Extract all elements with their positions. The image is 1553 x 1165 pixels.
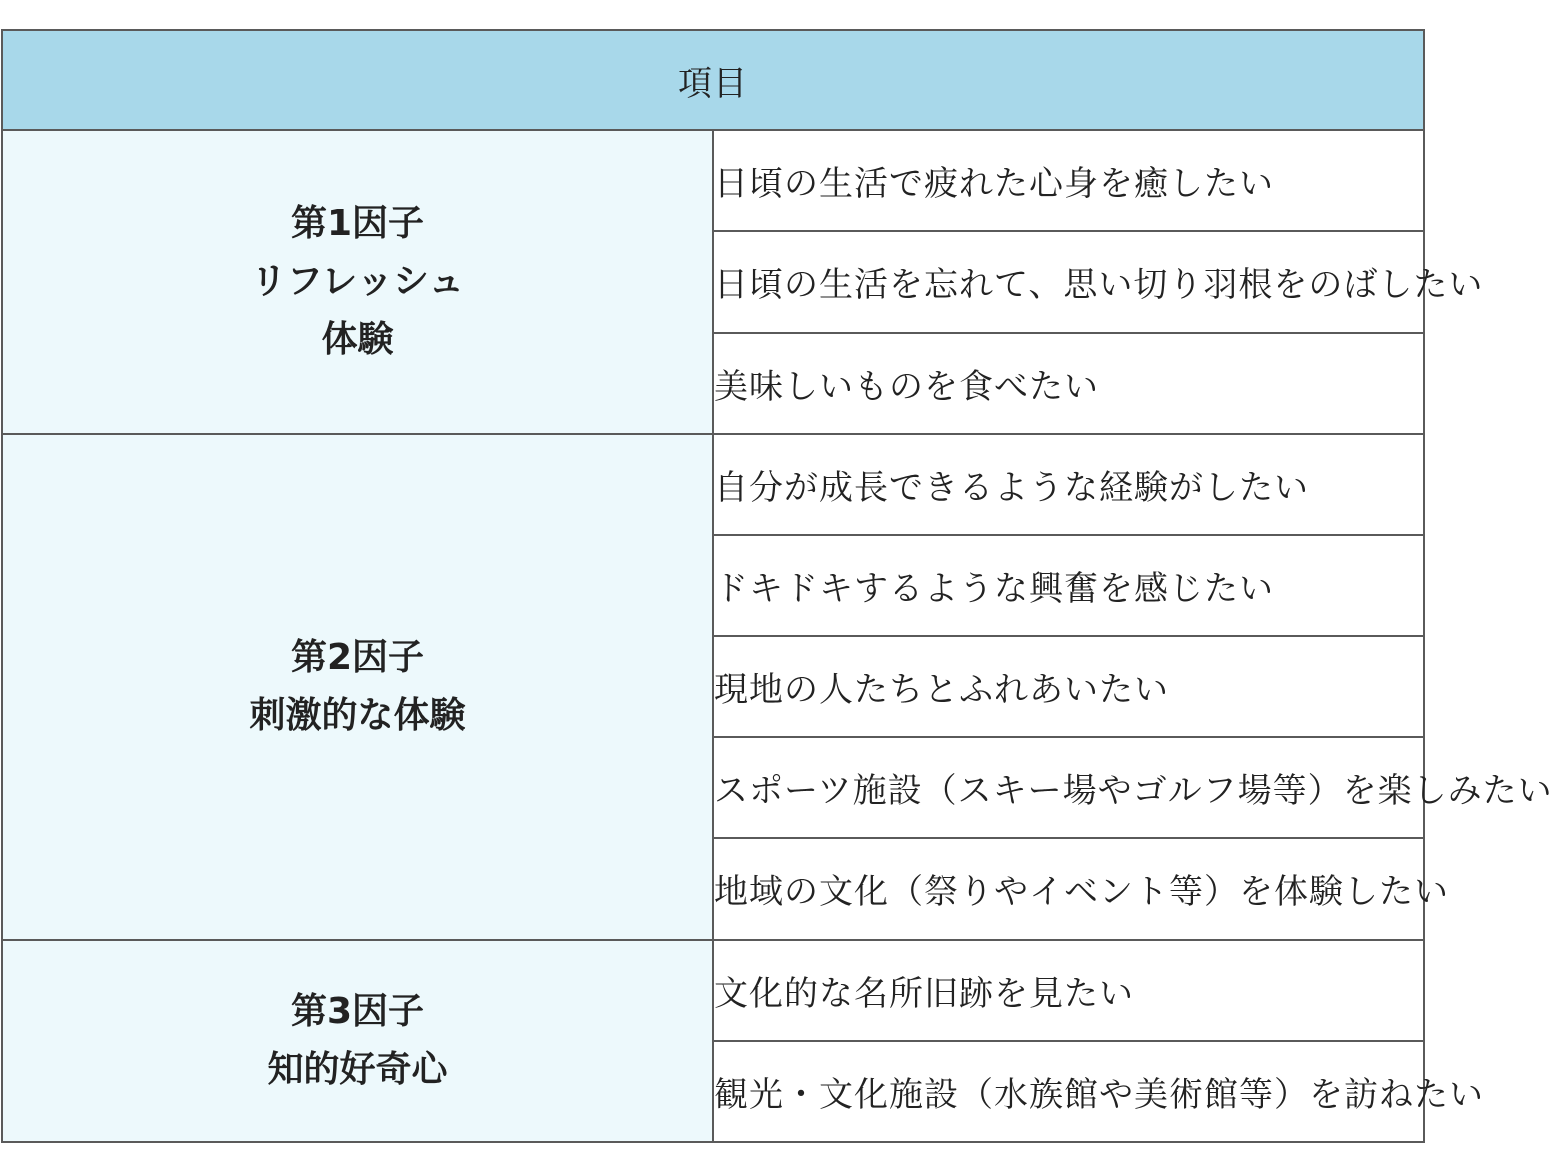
table-row bbox=[2, 434, 1424, 535]
factor-3-subtitle: 知的好奇心 bbox=[267, 1048, 448, 1090]
factor-2-title: 第2因子 bbox=[290, 636, 425, 678]
factor-3-cell bbox=[2, 940, 713, 1142]
item-cell: 日頃の生活で疲れた心身を癒したい bbox=[713, 130, 1424, 231]
factor-1-subtitle-2: 体験 bbox=[321, 318, 394, 360]
item-cell: 観光・文化施設（水族館や美術館等）を訪ねたい bbox=[713, 1041, 1424, 1142]
factor-2-cell bbox=[2, 434, 713, 940]
header-title: 項目 bbox=[2, 30, 1424, 130]
table-row bbox=[2, 940, 1424, 1041]
factor-1-title: 第1因子 bbox=[290, 202, 425, 244]
item-cell: 文化的な名所旧跡を見たい bbox=[713, 940, 1424, 1041]
factor-3-title: 第3因子 bbox=[290, 990, 425, 1032]
item-cell: 自分が成長できるような経験がしたい bbox=[713, 434, 1424, 535]
factor-1-subtitle: リフレッシュ bbox=[250, 260, 465, 302]
table-row bbox=[2, 130, 1424, 231]
item-cell: 現地の人たちとふれあいたい bbox=[713, 636, 1424, 737]
header-row bbox=[2, 30, 1424, 130]
item-cell: スポーツ施設（スキー場やゴルフ場等）を楽しみたい bbox=[713, 737, 1424, 838]
factor-table bbox=[1, 29, 1553, 1143]
item-cell: 地域の文化（祭りやイベント等）を体験したい bbox=[713, 838, 1424, 939]
item-cell: 日頃の生活を忘れて、思い切り羽根をのばしたい bbox=[713, 231, 1424, 332]
item-cell: 美味しいものを食べたい bbox=[713, 333, 1424, 434]
factor-1-cell bbox=[2, 130, 713, 434]
factor-2-subtitle: 刺激的な体験 bbox=[249, 694, 466, 736]
item-cell: ドキドキするような興奮を感じたい bbox=[713, 535, 1424, 636]
